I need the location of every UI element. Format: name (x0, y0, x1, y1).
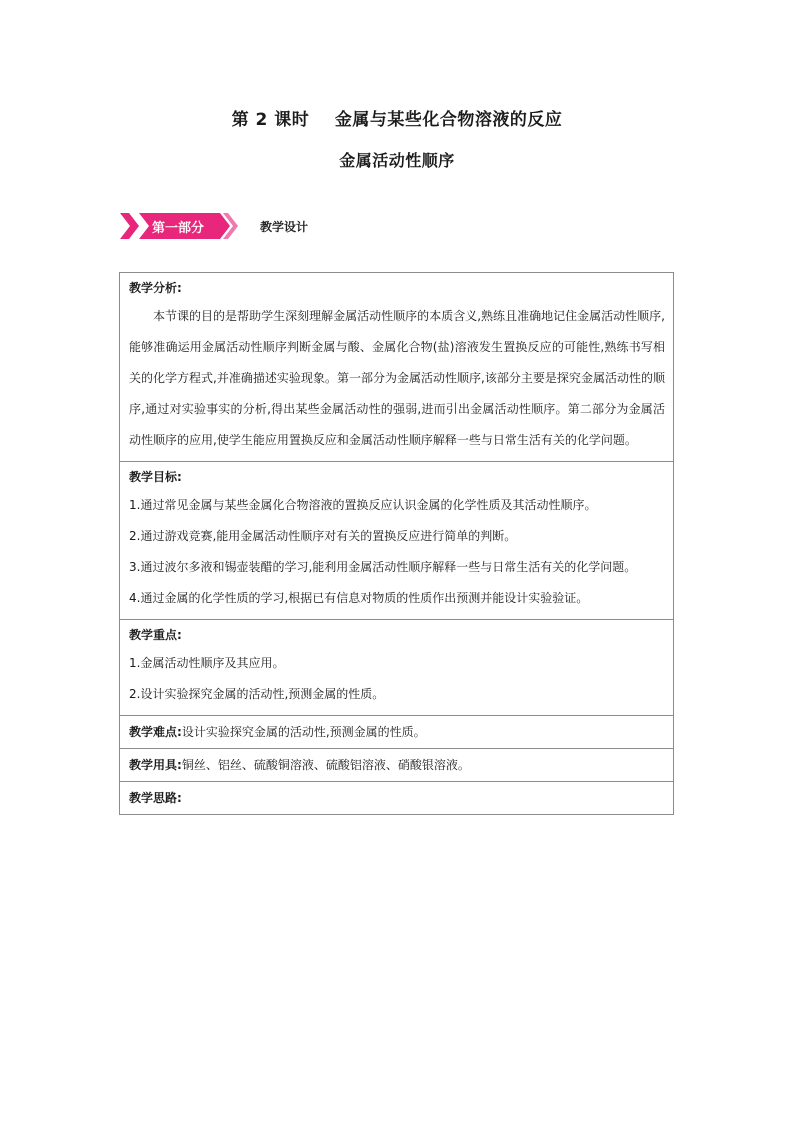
analysis-heading: 教学分析: (129, 281, 182, 295)
difficulty-cell (120, 716, 674, 749)
difficulty-row (120, 716, 674, 749)
lesson-title: 第 2 课时 金属与某些化合物溶液的反应 (231, 110, 563, 130)
goal-item: 2.通过游戏竞赛,能用金属活动性顺序对有关的置换反应进行简单的判断。 (129, 529, 517, 543)
lesson-plan-table (119, 272, 674, 815)
analysis-row (120, 273, 674, 462)
key-points-cell (120, 620, 674, 716)
goal-item: 1.通过常见金属与某些金属化合物溶液的置换反应认识金属的化学性质及其活动性顺序。 (129, 498, 597, 512)
materials-heading: 教学用具: (129, 758, 182, 772)
key-points-row (120, 620, 674, 716)
approach-cell (120, 782, 674, 815)
lesson-subtitle: 金属活动性顺序 (339, 151, 455, 170)
goals-heading: 教学目标: (129, 470, 182, 484)
approach-heading: 教学思路: (129, 791, 182, 805)
materials-text: 铜丝、铝丝、硫酸铜溶液、硫酸铝溶液、硝酸银溶液。 (181, 758, 470, 772)
goals-row (120, 462, 674, 620)
materials-cell (120, 749, 674, 782)
difficulty-text: 设计实验探究金属的活动性,预测金属的性质。 (181, 725, 426, 739)
key-point-item: 1.金属活动性顺序及其应用。 (129, 656, 285, 670)
section-banner (120, 211, 472, 241)
approach-row (120, 782, 674, 815)
analysis-cell (120, 273, 674, 462)
key-point-item: 2.设计实验探究金属的活动性,预测金属的性质。 (129, 687, 385, 701)
section-name: 教学设计 (260, 220, 309, 234)
difficulty-heading: 教学难点: (129, 725, 182, 739)
analysis-text: 本节课的目的是帮助学生深刻理解金属活动性顺序的本质含义,熟练且准确地记住金属活动性顺序,能够准确运用金属活动性顺序判断金属与酸、金属化合物(盐)溶液发生置换反应的可能性,熟练书写相关的化学方程式,并准确描述实验现象。第一部分为金属活动性顺序,该部分主要是探究金属活动性的顺序,通过对实验事实的分析,得出某些金属活动性的强弱,进而引出金属活动性顺序。第二部分为金属活动性顺序的应用,使学生能应用置换反应和金属活动性顺序解释一些与日常生活有关的化学问题。 (129, 309, 665, 447)
goal-item: 4.通过金属的化学性质的学习,根据已有信息对物质的性质作出预测并能设计实验验证。 (129, 591, 589, 605)
goals-cell (120, 462, 674, 620)
goal-item: 3.通过波尔多液和锡壶装醋的学习,能利用金属活动性顺序解释一些与日常生活有关的化学问题。 (129, 560, 637, 574)
section-label: 第一部分 (152, 221, 205, 236)
materials-row (120, 749, 674, 782)
key-points-heading: 教学重点: (129, 628, 182, 642)
